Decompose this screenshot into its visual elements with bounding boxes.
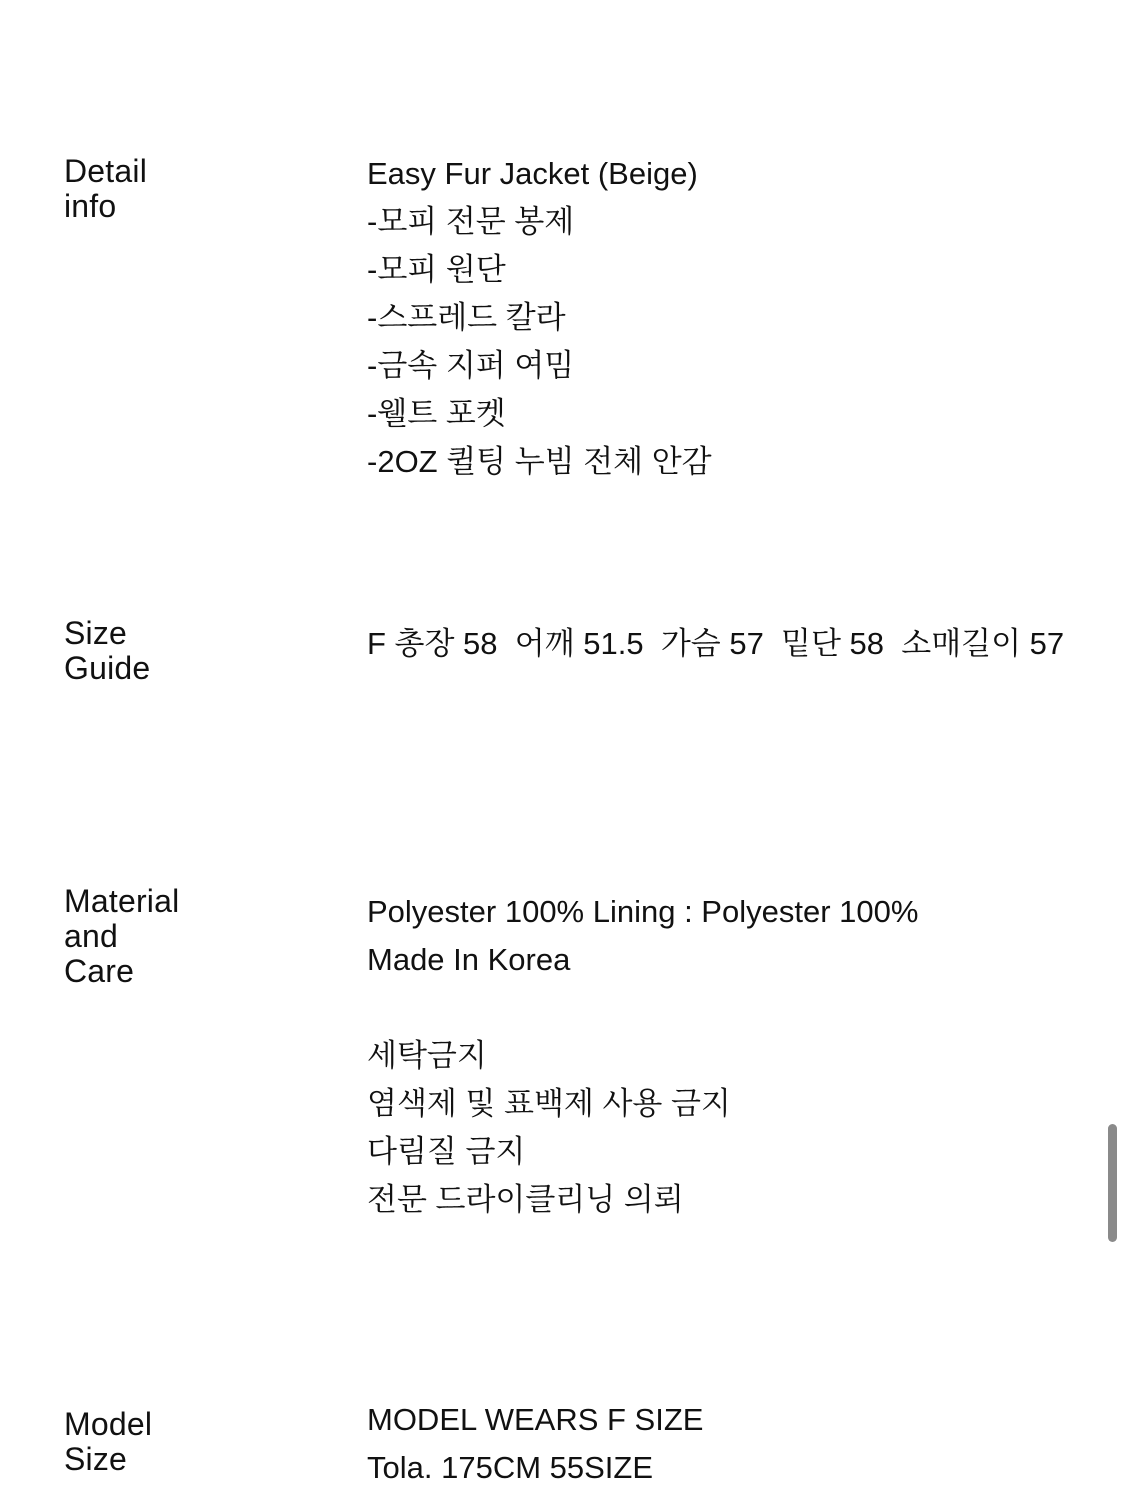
detail-info-label-line: Detail — [64, 153, 148, 189]
care-instruction-item: 전문 드라이클리닝 의뢰 — [367, 1182, 684, 1217]
detail-info-content — [367, 150, 1067, 486]
model-size-content — [367, 1396, 1067, 1492]
material-origin: Made In Korea — [367, 942, 571, 977]
size-guide-label — [64, 616, 150, 686]
detail-feature-item: -모피 전문 봉제 — [367, 204, 575, 239]
detail-feature-item: -스프레드 칼라 — [367, 300, 566, 335]
detail-info-label-line: info — [64, 188, 117, 224]
model-size-label-line: Model — [64, 1406, 153, 1442]
scrollbar-thumb[interactable] — [1108, 1124, 1117, 1242]
material-care-label-line: Care — [64, 953, 135, 989]
material-care-label-line: Material — [64, 883, 180, 919]
size-guide-label-line: Guide — [64, 650, 151, 686]
care-instruction-item: 세탁금지 — [367, 1038, 487, 1073]
material-care-content — [367, 888, 1067, 1224]
size-guide-label-line: Size — [64, 615, 128, 651]
detail-feature-item: -웰트 포켓 — [367, 396, 506, 431]
care-instructions — [367, 1032, 1067, 1224]
model-size-line: MODEL WEARS F SIZE — [367, 1402, 704, 1437]
size-guide-measurements: F 총장 58 어깨 51.5 가슴 57 밑단 58 소매길이 57 — [367, 626, 1065, 661]
model-size-line: Tola. 175CM 55SIZE — [367, 1450, 654, 1485]
care-instruction-item: 다림질 금지 — [367, 1134, 526, 1169]
detail-feature-item: -모피 원단 — [367, 252, 506, 287]
detail-info-label — [64, 154, 147, 224]
detail-feature-item: -금속 지퍼 여밈 — [367, 348, 575, 383]
model-size-label — [64, 1407, 152, 1477]
detail-feature-item: -2OZ 퀼팅 누빔 전체 안감 — [367, 444, 712, 479]
care-instruction-item: 염색제 및 표백제 사용 금지 — [367, 1086, 731, 1121]
model-size-label-line: Size — [64, 1441, 128, 1477]
product-title: Easy Fur Jacket (Beige) — [367, 156, 698, 191]
material-care-label-line: and — [64, 918, 118, 954]
material-care-label — [64, 884, 179, 989]
size-guide-content — [367, 620, 1067, 668]
material-composition: Polyester 100% Lining : Polyester 100% — [367, 894, 919, 929]
